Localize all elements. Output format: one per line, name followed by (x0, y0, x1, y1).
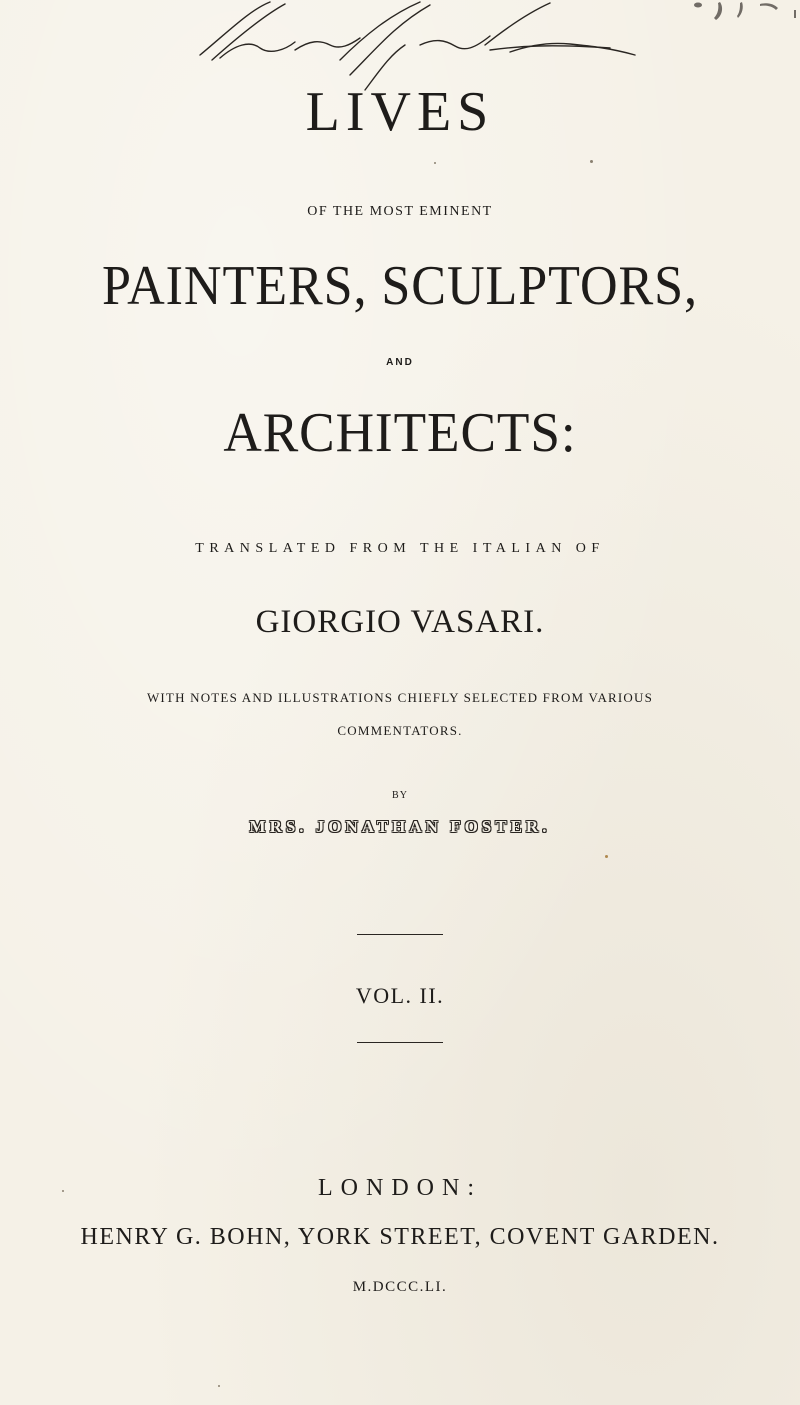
title-subjects-line-2: ARCHITECTS: (223, 402, 577, 464)
imprint-publisher: HENRY G. BOHN, YORK STREET, COVENT GARDEN. (80, 1224, 720, 1250)
imprint-place: LONDON: (318, 1175, 482, 1201)
notes-line: WITH NOTES AND ILLUSTRATIONS CHIEFLY SELECTED FROM VARIOUS (146, 690, 654, 705)
divider-rule (357, 934, 443, 935)
title-subjects-line: PAINTERS, SCULPTORS, (101, 255, 699, 317)
paper-speck (62, 1190, 64, 1192)
paper-speck (605, 855, 608, 858)
title-subtitle: OF THE MOST EMINENT (307, 204, 493, 219)
imprint-date: M.DCCC.LI. (352, 1279, 448, 1295)
translator-name: MRS. JONATHAN FOSTER. (249, 817, 551, 836)
by-label: BY (392, 790, 408, 801)
translation-note: TRANSLATED FROM THE ITALIAN OF (195, 541, 605, 556)
author-name: GIORGIO VASARI. (255, 604, 545, 640)
paper-speck (218, 1385, 220, 1387)
ink-marks (680, 0, 800, 40)
volume-number: VOL. II. (355, 983, 445, 1008)
divider-rule-2 (357, 1042, 443, 1043)
paper-speck (590, 160, 593, 163)
book-title: LIVES (305, 81, 495, 143)
notes-line-2: COMMENTATORS. (337, 723, 463, 738)
paper-speck (434, 162, 436, 164)
title-conjunction: AND (386, 357, 414, 368)
